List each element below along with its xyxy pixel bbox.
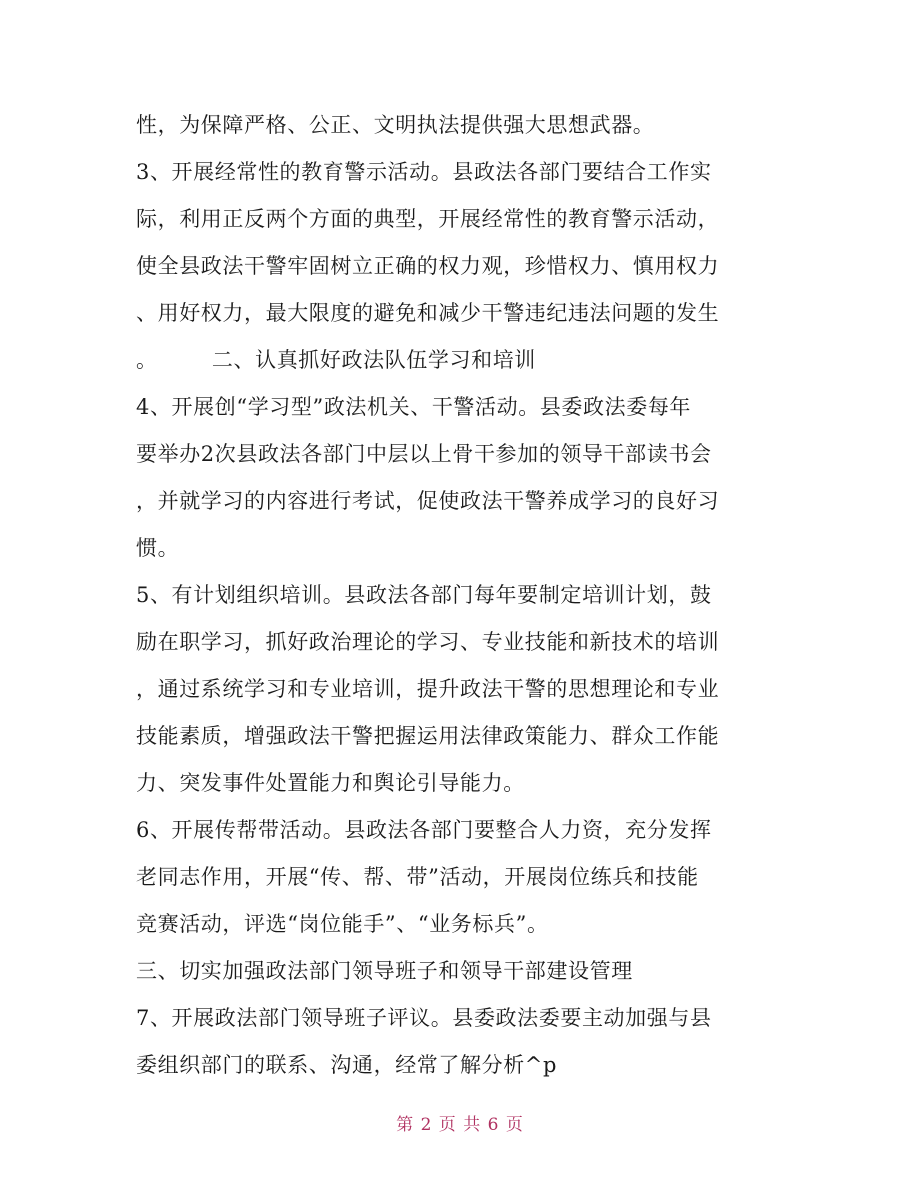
text-line: 励在职学习，抓好政治理论的学习、专业技能和新技术的培训	[136, 630, 720, 654]
text-line: 6、开展传帮带活动。县政法各部门要整合人力资，充分发挥	[136, 818, 712, 842]
text-line: 老同志作用，开展“传、帮、带”活动，开展岗位练兵和技能	[136, 865, 699, 889]
text-line: 4、开展创“学习型”政法机关、干警活动。县委政法委每年	[136, 395, 692, 419]
text-line: 要举办2次县政法各部门中层以上骨干参加的领导干部读书会	[136, 442, 712, 466]
text-line: 使全县政法干警牢固树立正确的权力观，珍惜权力、慎用权力	[136, 254, 720, 278]
text-line: 。 二、认真抓好政法队伍学习和培训	[136, 348, 536, 372]
text-line: 性，为保障严格、公正、文明执法提供强大思想武器。	[136, 113, 655, 137]
text-line: 惯。	[136, 536, 180, 560]
text-line: 力、突发事件处置能力和舆论引导能力。	[136, 771, 525, 795]
text-line: 7、开展政法部门领导班子评议。县委政法委要主动加强与县	[136, 1006, 712, 1030]
page-number: 第 2 页 共 6 页	[396, 1115, 524, 1135]
text-line: 际，利用正反两个方面的典型，开展经常性的教育警示活动，	[136, 207, 720, 231]
document-body	[136, 102, 796, 1089]
text-line: 5、有计划组织培训。县政法各部门每年要制定培训计划，鼓	[136, 583, 712, 607]
text-line: ，通过系统学习和专业培训，提升政法干警的思想理论和专业	[136, 677, 720, 701]
text-line: ，并就学习的内容进行考试，促使政法干警养成学习的良好习	[136, 489, 720, 513]
text-line: 竞赛活动，评选“岗位能手”、“业务标兵”。	[136, 912, 549, 936]
text-line: 3、开展经常性的教育警示活动。县政法各部门要结合工作实	[136, 160, 712, 184]
text-line: 技能素质，增强政法干警把握运用法律政策能力、群众工作能	[136, 724, 720, 748]
text-line: 、用好权力，最大限度的避免和减少干警违纪违法问题的发生	[136, 301, 720, 325]
text-line: 委组织部门的联系、沟通，经常了解分析^p	[136, 1053, 558, 1077]
text-line: 三、切实加强政法部门领导班子和领导干部建设管理	[136, 959, 633, 983]
